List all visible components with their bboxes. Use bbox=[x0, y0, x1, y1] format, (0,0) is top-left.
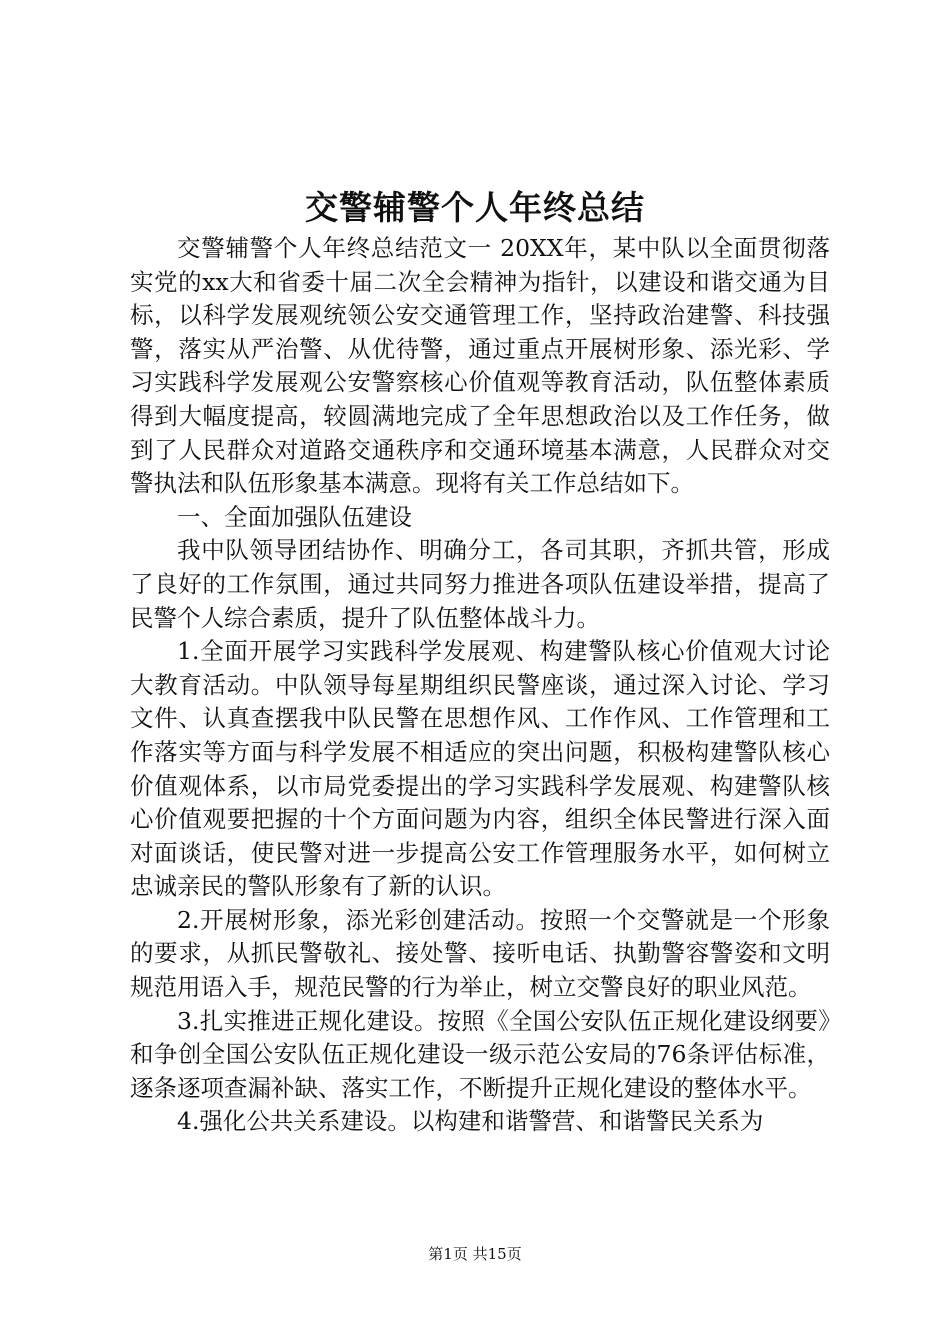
paragraph-item-1: 1.全面开展学习实践科学发展观、构建警队核心价值观大讨论大教育活动。中队领导每星期组织民警座谈，通过深入讨论、学习文件、认真查摆我中队民警在思想作风、工作作风、工作管理和工作落实等方面与科学发展不相适应的突出问题，积极构建警队核心价值观体系，以市局党委提出的学习实践科学发展观、构建警队核心价值观要把握的十个方面问题为内容，组织全体民警进行深入面对面谈话，使民警对进一步提高公安工作管理服务水平，如何树立忠诚亲民的警队形象有了新的认识。 bbox=[130, 637, 830, 901]
document-body bbox=[130, 232, 830, 1139]
section-heading: 一、全面加强队伍建设 bbox=[177, 502, 412, 531]
paragraph-item-3: 3.扎实推进正规化建设。按照《全国公安队伍正规化建设纲要》和争创全国公安队伍正规化建设一级示范公安局的76条评估标准，逐条逐项查漏补缺、落实工作，不断提升正规化建设的整体水平。 bbox=[130, 1006, 830, 1102]
paragraph-item-2: 2.开展树形象，添光彩创建活动。按照一个交警就是一个形象的要求，从抓民警敬礼、接处警、接听电话、执勤警容警姿和文明规范用语入手，规范民警的行为举止，树立交警良好的职业风范。 bbox=[130, 905, 830, 1002]
document-title: 交警辅警个人年终总结 bbox=[305, 188, 645, 227]
paragraph-team-building: 我中队领导团结协作、明确分工，各司其职，齐抓共管，形成了良好的工作氛围，通过共同努力推进各项队伍建设举措，提高了民警个人综合素质，提升了队伍整体战斗力。 bbox=[130, 536, 830, 632]
paragraph-item-4: 4.强化公共关系建设。以构建和谐警营、和谐警民关系为 bbox=[177, 1107, 764, 1136]
paragraph-intro: 交警辅警个人年终总结范文一 20XX年，某中队以全面贯彻落实党的xx大和省委十届二次全会精神为指针，以建设和谐交通为目标，以科学发展观统领公安交通管理工作，坚持政治建警、科技强警，落实从严治警、从优待警，通过重点开展树形象、添光彩、学习实践科学发展观公安警察核心价值观等教育活动，队伍整体素质得到大幅度提高，较圆满地完成了全年思想政治以及工作任务，做到了人民群众对道路交通秩序和交通环境基本满意，人民群众对交警执法和队伍形象基本满意。现将有关工作总结如下。 bbox=[130, 234, 830, 498]
page-number-footer: 第1页 共15页 bbox=[428, 1245, 522, 1263]
